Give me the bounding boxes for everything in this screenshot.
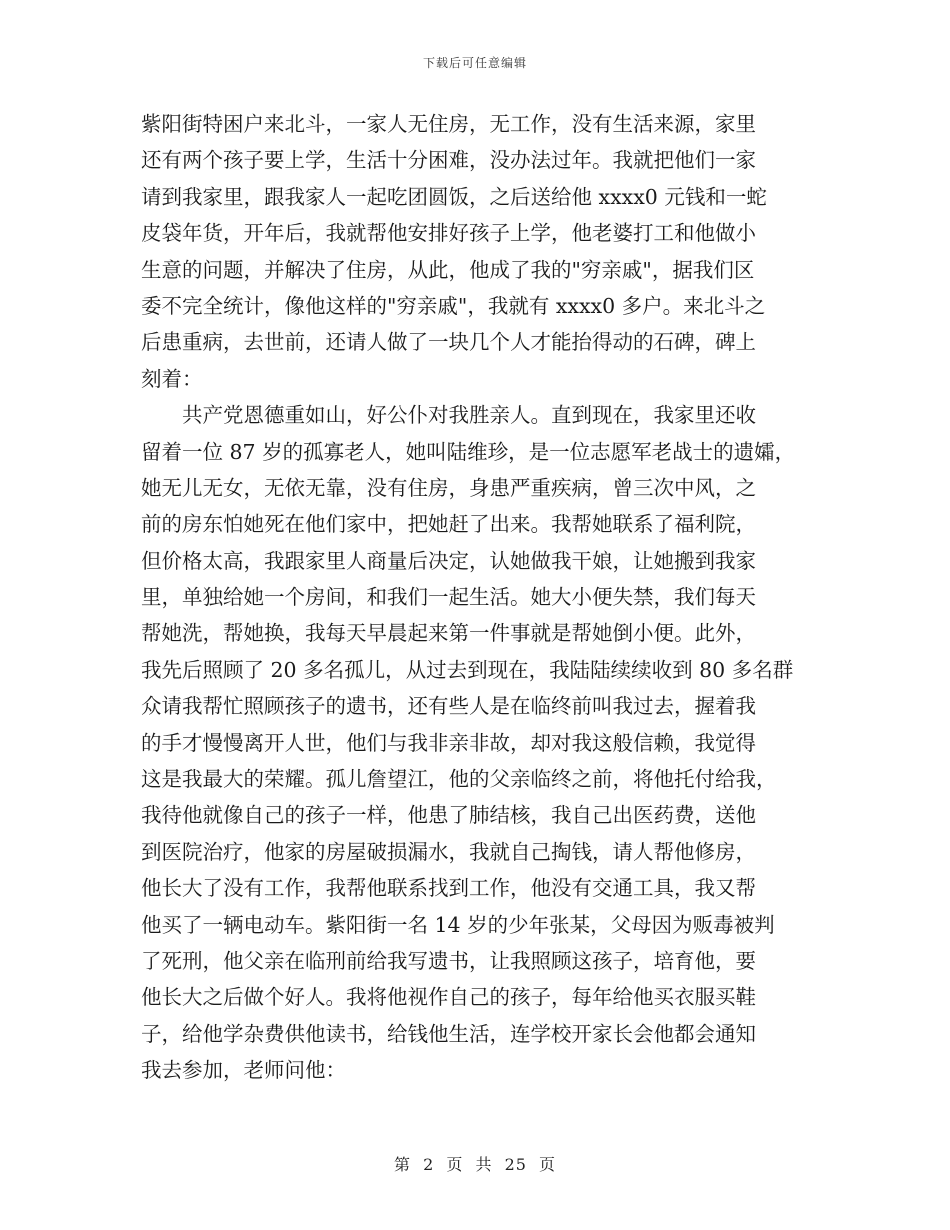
body-line: 的手才慢慢离开人世，他们与我非亲非故，却对我这般信赖，我觉得 xyxy=(141,730,756,755)
body-line: 里，单独给她一个房间，和我们一起生活。她大小便失禁，我们每天 xyxy=(141,585,756,610)
body-line: 众请我帮忙照顾孩子的遗书，还有些人是在临终前叫我过去，握着我 xyxy=(141,694,756,719)
body-line: 他买了一辆电动车。紫阳街一名 14 岁的少年张某，父母因为贩毒被判 xyxy=(141,912,775,937)
body-line: 她无儿无女，无依无靠，没有住房，身患严重疾病，曾三次中风，之 xyxy=(141,475,756,500)
body-line: 后患重病，去世前，还请人做了一块几个人才能抬得动的石碑，碑上 xyxy=(141,330,756,355)
body-line: 皮袋年货，开年后，我就帮他安排好孩子上学，他老婆打工和他做小 xyxy=(141,221,756,246)
document-body xyxy=(141,106,811,1089)
body-line: 刻着： xyxy=(141,366,203,391)
body-line: 请到我家里，跟我家人一起吃团圆饭，之后送给他 xxxx0 元钱和一蛇 xyxy=(141,184,767,209)
body-line: 帮她洗，帮她换，我每天早晨起来第一件事就是帮她倒小便。此外， xyxy=(141,621,756,646)
paragraph-start-line: 共产党恩德重如山，好公仆对我胜亲人。直到现在，我家里还收 xyxy=(182,403,756,428)
body-line: 还有两个孩子要上学，生活十分困难，没办法过年。我就把他们一家 xyxy=(141,148,756,173)
body-line: 我先后照顾了 20 多名孤儿，从过去到现在，我陆陆续续收到 80 多名群 xyxy=(141,657,794,682)
body-line: 到医院治疗，他家的房屋破损漏水，我就自己掏钱，请人帮他修房， xyxy=(141,839,756,864)
footer-suffix: 页 xyxy=(539,1155,557,1174)
page-footer xyxy=(0,1152,950,1175)
body-line: 委不完全统计，像他这样的"穷亲戚"，我就有 xxxx0 多户。来北斗之 xyxy=(141,293,766,318)
body-line: 我待他就像自己的孩子一样，他患了肺结核，我自己出医药费，送他 xyxy=(141,803,756,828)
body-line: 生意的问题，并解决了住房，从此，他成了我的"穷亲戚"，据我们区 xyxy=(141,257,755,282)
body-line: 留着一位 87 岁的孤寡老人，她叫陆维珍，是一位志愿军老战士的遗孀， xyxy=(141,439,796,464)
body-line: 前的房东怕她死在他们家中，把她赶了出来。我帮她联系了福利院， xyxy=(141,512,756,537)
body-line: 紫阳街特困户来北斗，一家人无住房，无工作，没有生活来源，家里 xyxy=(141,112,756,136)
body-line: 他长大了没有工作，我帮他联系找到工作，他没有交通工具，我又帮 xyxy=(141,876,756,901)
footer-prefix: 第 xyxy=(393,1155,411,1174)
body-line: 子，给他学杂费供他读书，给钱他生活，连学校开家长会他都会通知 xyxy=(141,1021,756,1046)
page-header: 下载后可任意编辑 xyxy=(422,56,527,70)
body-line: 了死刑，他父亲在临刑前给我写遗书，让我照顾这孩子，培育他，要 xyxy=(141,948,756,973)
body-line: 他长大之后做个好人。我将他视作自己的孩子，每年给他买衣服买鞋 xyxy=(141,985,756,1010)
body-line: 这是我最大的荣耀。孤儿詹望江，他的父亲临终之前，将他托付给我， xyxy=(141,767,777,792)
footer-page-label: 页 xyxy=(446,1155,464,1174)
body-line: 我去参加，老师问他： xyxy=(141,1058,346,1083)
body-line: 但价格太高，我跟家里人商量后决定，认她做我干娘，让她搬到我家 xyxy=(141,548,756,573)
total-pages-number: 25 xyxy=(504,1155,527,1174)
current-page-number: 2 xyxy=(423,1155,435,1174)
footer-total-label: 共 xyxy=(475,1155,493,1174)
